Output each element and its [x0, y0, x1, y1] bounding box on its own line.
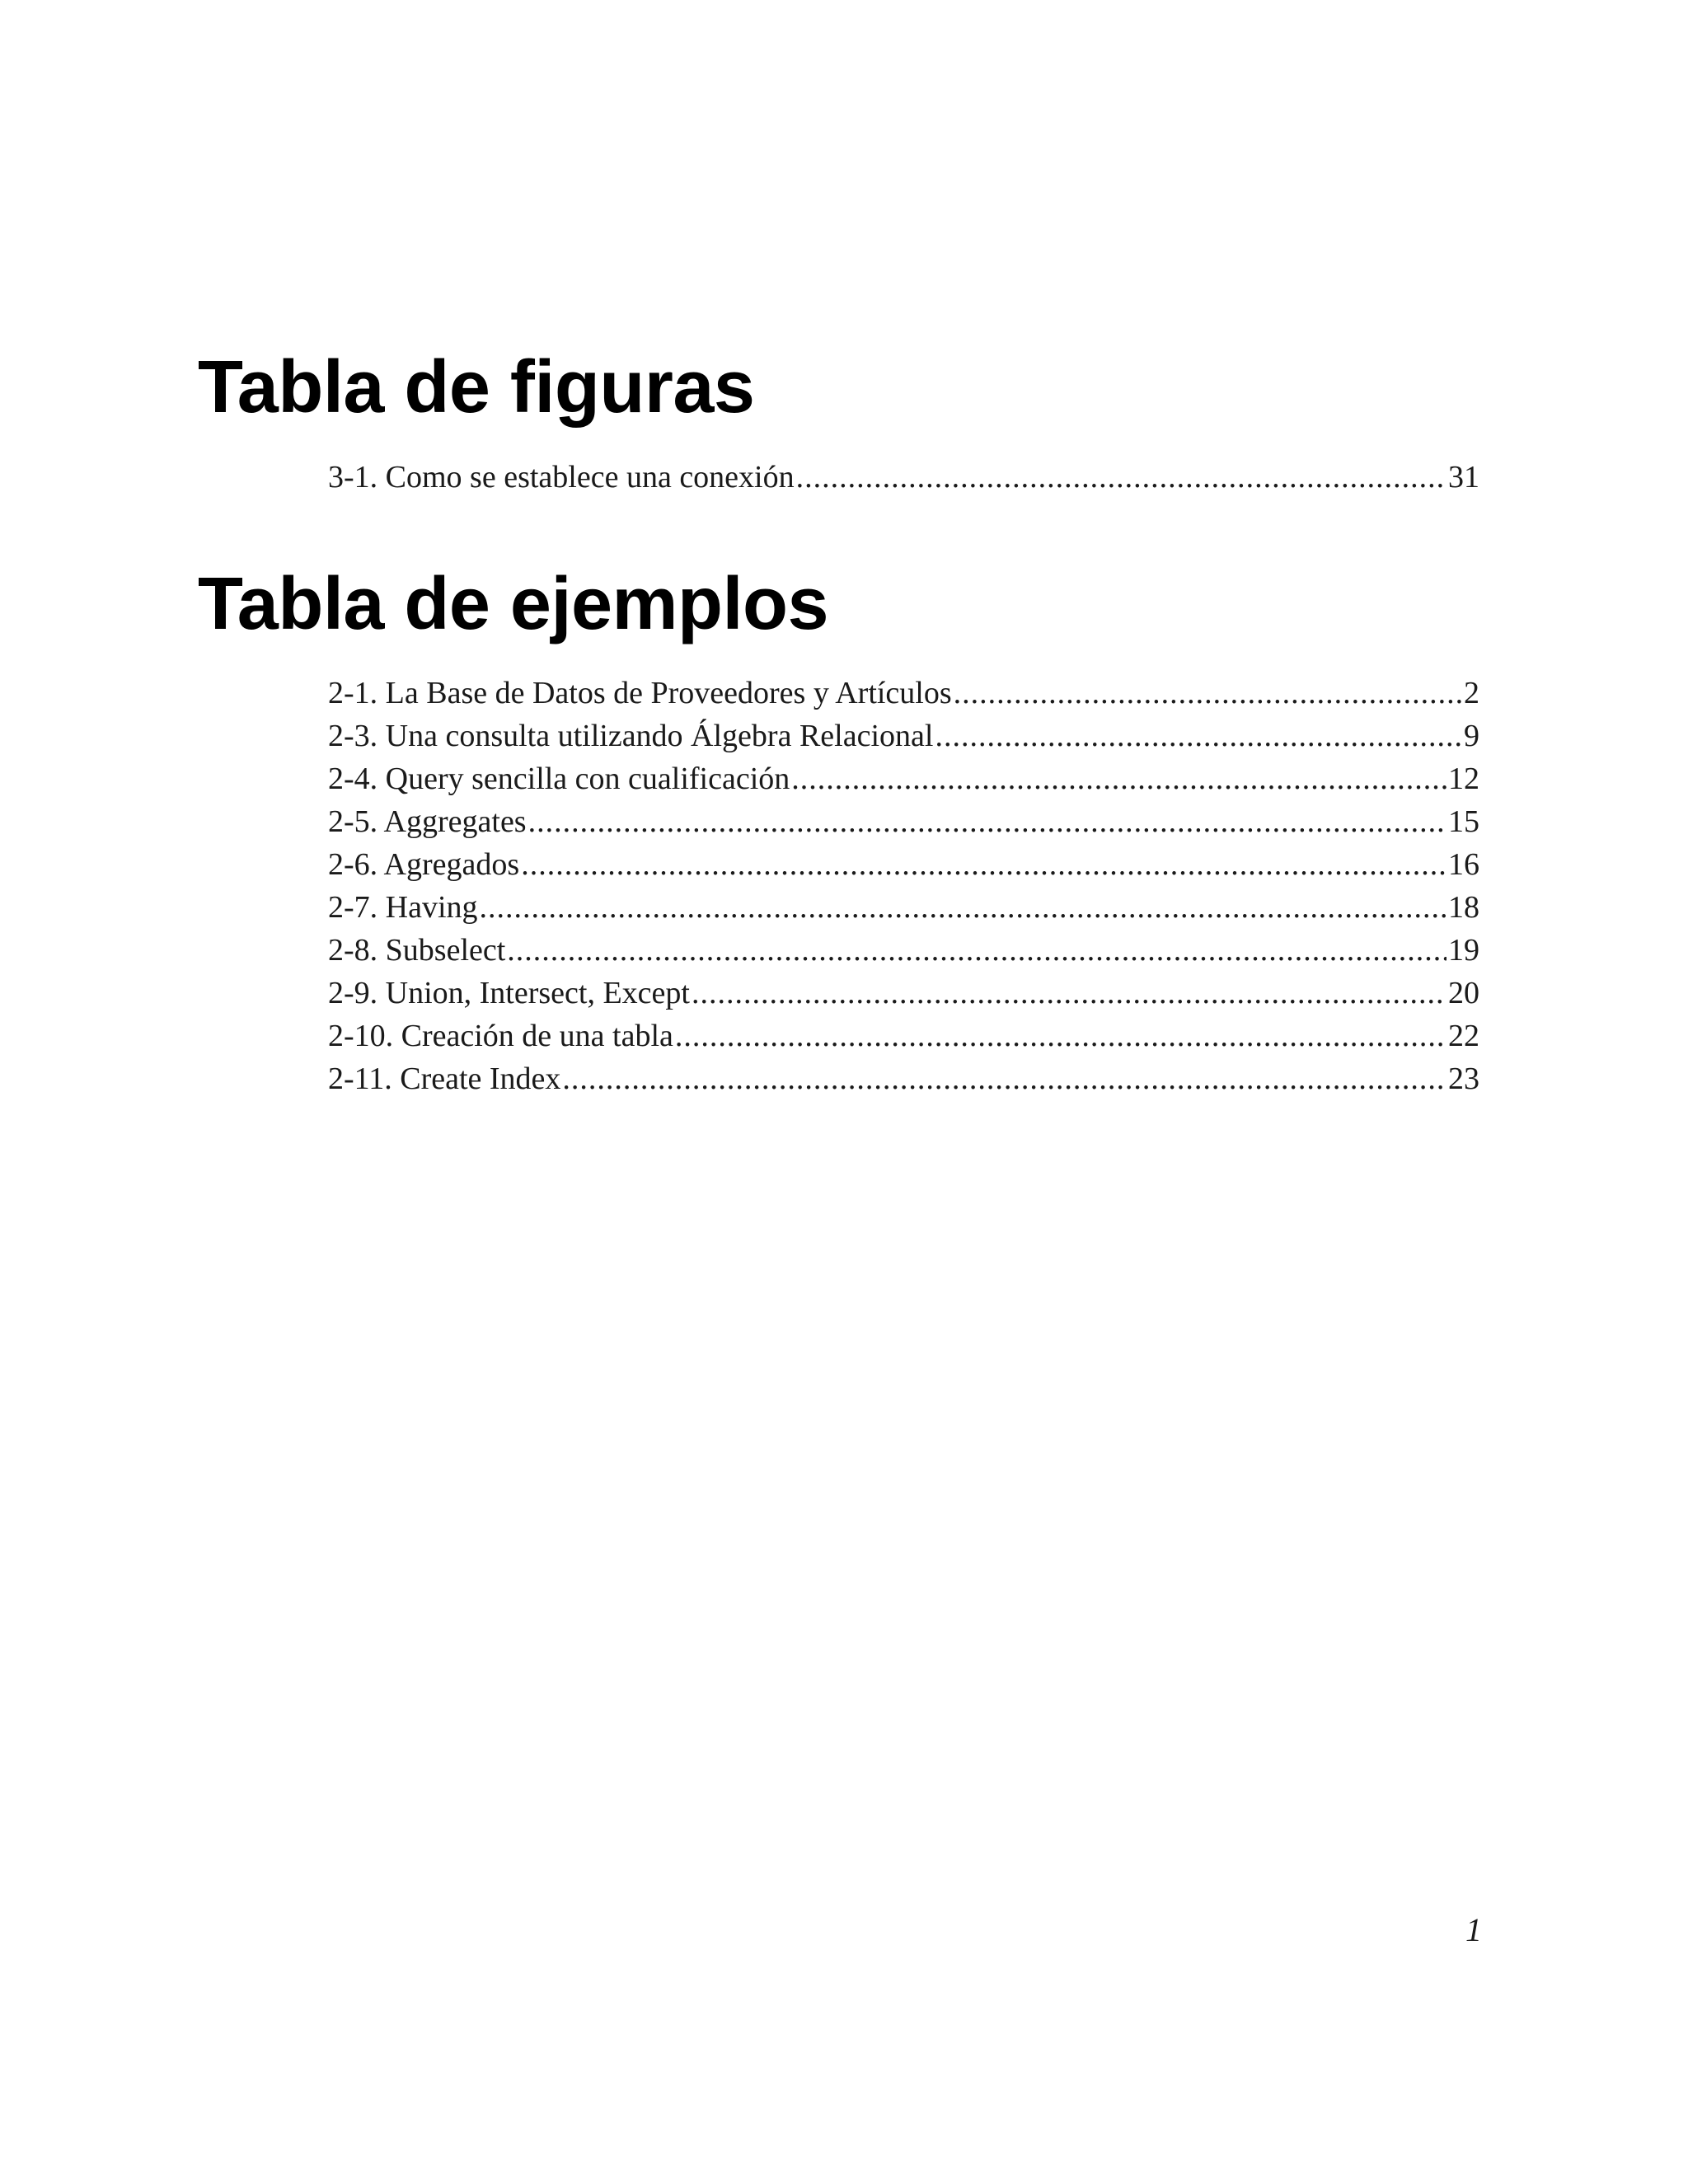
entry-page-number: 20 — [1448, 976, 1479, 1010]
entry-page-number: 22 — [1448, 1019, 1479, 1053]
example-entry[interactable] — [328, 1057, 1479, 1100]
example-entry[interactable] — [328, 800, 1479, 843]
entry-label: 3-1. Como se establece una conexión — [328, 460, 795, 494]
dot-leader — [791, 757, 1447, 800]
dot-leader — [954, 672, 1462, 715]
figures-list — [328, 456, 1479, 499]
example-entry[interactable] — [328, 972, 1479, 1015]
dot-leader — [692, 972, 1447, 1015]
entry-page-number: 12 — [1448, 762, 1479, 796]
example-entry[interactable] — [328, 672, 1479, 715]
entry-page-number: 18 — [1448, 890, 1479, 925]
entry-label: 2-3. Una consulta utilizando Álgebra Relacional — [328, 719, 934, 753]
examples-section-title: Tabla de ejemplos — [198, 563, 829, 645]
example-entry[interactable] — [328, 929, 1479, 972]
dot-leader — [480, 886, 1447, 929]
page-number: 1 — [1465, 1911, 1482, 1948]
dot-leader — [521, 843, 1447, 886]
entry-page-number: 19 — [1448, 933, 1479, 968]
entry-page-number: 16 — [1448, 847, 1479, 882]
entry-page-number: 31 — [1448, 460, 1479, 494]
entry-label: 2-6. Agregados — [328, 847, 520, 882]
figures-section-title: Tabla de figuras — [198, 346, 755, 429]
entry-label: 2-5. Aggregates — [328, 804, 527, 839]
dot-leader — [528, 800, 1447, 843]
example-entry[interactable] — [328, 886, 1479, 929]
entry-label: 2-1. La Base de Datos de Proveedores y Artículos — [328, 676, 952, 710]
entry-label: 2-10. Creación de una tabla — [328, 1019, 673, 1053]
example-entry[interactable] — [328, 1015, 1479, 1057]
dot-leader — [507, 929, 1447, 972]
entry-page-number: 2 — [1464, 676, 1479, 710]
entry-label: 2-11. Create Index — [328, 1062, 561, 1096]
entry-label: 2-9. Union, Intersect, Except — [328, 976, 690, 1010]
example-entry[interactable] — [328, 715, 1479, 757]
entry-label: 2-7. Having — [328, 890, 478, 925]
entry-label: 2-8. Subselect — [328, 933, 506, 968]
entry-page-number: 9 — [1464, 719, 1479, 753]
entry-label: 2-4. Query sencilla con cualificación — [328, 762, 790, 796]
dot-leader — [935, 715, 1462, 757]
dot-leader — [562, 1057, 1447, 1100]
examples-list — [328, 672, 1479, 1100]
example-entry[interactable] — [328, 843, 1479, 886]
figure-entry[interactable] — [328, 456, 1479, 499]
entry-page-number: 23 — [1448, 1062, 1479, 1096]
dot-leader — [796, 456, 1447, 499]
entry-page-number: 15 — [1448, 804, 1479, 839]
dot-leader — [675, 1015, 1447, 1057]
example-entry[interactable] — [328, 757, 1479, 800]
